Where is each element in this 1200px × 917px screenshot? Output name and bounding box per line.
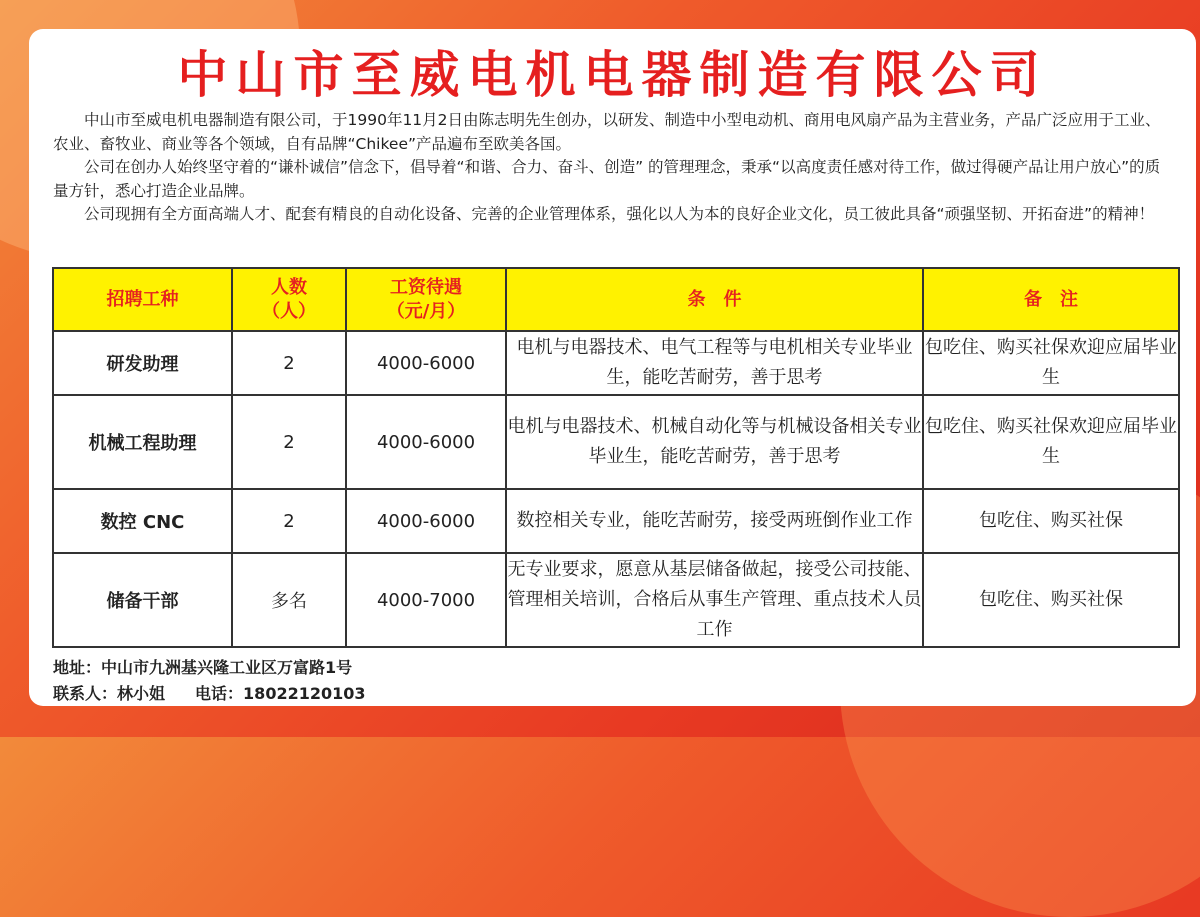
contact-name: 林小姐 (117, 684, 166, 703)
cell-count: 2 (232, 331, 346, 395)
cell-notes: 包吃住、购买社保欢迎应届毕业生 (923, 395, 1179, 489)
cell-notes: 包吃住、购买社保 (923, 553, 1179, 647)
table-row (53, 553, 1179, 647)
company-title: 中山市至威电机电器制造有限公司 (177, 46, 1048, 104)
cell-notes: 包吃住、购买社保 (923, 489, 1179, 553)
intro-paragraph: 公司现拥有全方面高端人才、配套有精良的自动化设备、完善的企业管理体系，强化以人为本的良好企业文化，员工彼此具备“顽强坚韧、开拓奋进”的精神！ (84, 205, 1155, 223)
cell-job: 机械工程助理 (53, 395, 232, 489)
address-line (53, 655, 366, 681)
cell-count: 多名 (232, 553, 346, 647)
phone-label: 电话： (195, 684, 244, 703)
contact-footer (53, 655, 366, 707)
cell-salary: 4000-6000 (346, 395, 506, 489)
contact-line (53, 681, 366, 707)
cell-count: 2 (232, 395, 346, 489)
header-conditions: 条 件 (506, 268, 923, 331)
cell-job: 储备干部 (53, 553, 232, 647)
header-notes: 备 注 (923, 268, 1179, 331)
address-label: 地址： (53, 658, 102, 677)
cell-job: 研发助理 (53, 331, 232, 395)
recruitment-table (52, 267, 1180, 648)
cell-conditions: 数控相关专业，能吃苦耐劳，接受两班倒作业工作 (506, 489, 923, 553)
header-salary-line1: 工资待遇 (390, 276, 462, 298)
header-salary (346, 268, 506, 331)
cell-salary: 4000-6000 (346, 489, 506, 553)
cell-salary: 4000-6000 (346, 331, 506, 395)
intro-paragraph: 中山市至威电机电器制造有限公司，于1990年11月2日由陈志明先生创办，以研发、制造中小型电动机、商用电风扇产品为主营业务，产品广泛应用于工业、农业、畜牧业、商业等各个领域，自有品牌“Chikee”产品遍布至欧美各国。 (53, 111, 1161, 153)
contact-label: 联系人： (53, 684, 118, 703)
cell-count: 2 (232, 489, 346, 553)
header-salary-line2: （元/月） (386, 300, 466, 322)
cell-salary: 4000-7000 (346, 553, 506, 647)
table-header-row (53, 268, 1179, 331)
phone-number[interactable]: 18022120103 (243, 684, 366, 703)
table-row (53, 489, 1179, 553)
table-row (53, 395, 1179, 489)
cell-conditions: 电机与电器技术、机械自动化等与机械设备相关专业毕业生，能吃苦耐劳，善于思考 (506, 395, 923, 489)
cell-notes: 包吃住、购买社保欢迎应届毕业生 (923, 331, 1179, 395)
address-value: 中山市九洲基兴隆工业区万富路1号 (101, 658, 353, 677)
intro-paragraph: 公司在创办人始终坚守着的“谦朴诚信”信念下，倡导着“和谐、合力、奋斗、创造” 的管理理念，秉承“以高度责任感对待工作，做过得硬产品让用户放心”的质量方针，悉心打造企业品牌。 (53, 158, 1161, 200)
table-row (53, 331, 1179, 395)
cell-conditions: 电机与电器技术、电气工程等与电机相关专业毕业生，能吃苦耐劳，善于思考 (506, 331, 923, 395)
cell-job: 数控 CNC (53, 489, 232, 553)
poster-card (29, 29, 1196, 706)
header-count (232, 268, 346, 331)
header-count-line2: （人） (262, 300, 316, 322)
cell-conditions: 无专业要求，愿意从基层储备做起，接受公司技能、管理相关培训，合格后从事生产管理、重点技术人员工作 (506, 553, 923, 647)
header-job: 招聘工种 (53, 268, 232, 331)
header-count-line1: 人数 (271, 276, 307, 298)
company-intro (53, 109, 1165, 227)
